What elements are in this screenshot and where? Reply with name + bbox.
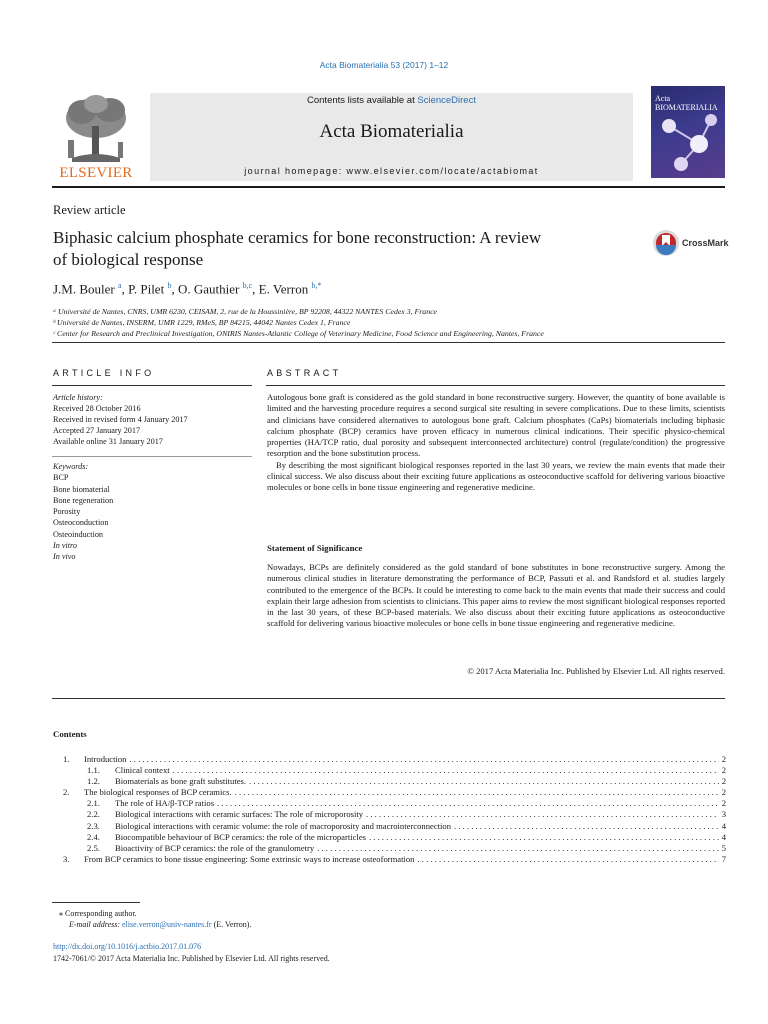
abstract-text <box>267 392 725 494</box>
article-title-line-1: Biphasic calcium phosphate ceramics for bone reconstruction: A review <box>53 228 542 247</box>
toc-entry-number: 1. <box>63 754 70 764</box>
toc-entry-title: Biological interactions with ceramic surfaces: The role of microporosity <box>115 809 364 820</box>
history-item: Accepted 27 January 2017 <box>53 426 141 435</box>
keyword: Porosity <box>53 507 81 517</box>
toc-entry-page: 2 <box>721 798 726 809</box>
toc-entry-number: 1.2. <box>87 776 100 787</box>
toc-entry-number: 2.1. <box>87 798 100 809</box>
article-title <box>53 227 643 271</box>
toc-entry-title: The biological responses of BCP ceramics. <box>84 787 232 798</box>
keywords-list <box>53 461 253 563</box>
toc-entry-page: 2 <box>721 765 726 776</box>
footnote-rule <box>52 902 140 903</box>
contents-available-line <box>150 95 633 106</box>
author-name[interactable]: J.M. Bouler <box>53 281 115 297</box>
crossmark-label: CrossMark <box>682 238 729 248</box>
abstract-paragraph: By describing the most significant biological responses reported in the last 30 years, we review the main events that made their clinical success. We also discuss about their exciting future applications as osteoconductive scaffold for delivering various bioactive molecules or bone cells in bone tissue engineering and regenerative medicine. <box>267 459 725 493</box>
author-affiliation-mark[interactable]: a <box>118 281 122 290</box>
sciencedirect-link[interactable]: ScienceDirect <box>417 95 476 106</box>
author-list: J.M. Bouler $^a$, P. Pilet $^b$, O. Gauthier $^{b,c}$, E. Verron $^{b,*}$ <box>53 281 322 297</box>
significance-heading: Statement of Significance <box>267 543 363 553</box>
section-rule <box>52 342 725 343</box>
author-name[interactable]: O. Gauthier <box>177 281 240 297</box>
toc-entry-page: 7 <box>721 853 726 864</box>
toc-leader-dots <box>129 754 718 764</box>
keyword: BCP <box>53 473 69 483</box>
toc-entry-title: Clinical context <box>115 765 170 776</box>
contents-prefix: Contents lists available at <box>307 95 418 106</box>
significance-text: Nowadays, BCPs are definitely considered as the gold standard of bone substitutes in bone reconstructive surgery. Among the numerous clinical studies in literature demonstrating the performance of BCP, Passuti et al. and Randsford et al. studies largely contributed to the emergence of the BCPs. It could be interesting to come back to the main events that made their success and could explain their large adhesion from scientists to clinicians. This paper aims to review the most significant biological responses reported in the last 30 years, of these BCP-based materials. We also discuss about their exciting future applications as osteoconductive scaffold for delivering various bioactive molecules or bone cells in bone tissue engineering and regenerative medicine. <box>267 562 725 629</box>
abstract-heading: ABSTRACT <box>267 368 342 378</box>
corresponding-label: Corresponding author. <box>65 909 137 918</box>
toc-entry-title: Biomaterials as bone graft substitutes. <box>115 776 247 787</box>
toc-entry-page: 5 <box>721 842 726 853</box>
crossmark-icon <box>652 229 680 257</box>
author-affiliation-mark[interactable]: b,* <box>311 281 322 290</box>
abstract-paragraph: Autologous bone graft is considered as the gold standard in bone reconstructive surgery. However, the quantity of bone available is limited and the harvesting procedure requires a second surgical site resulting in severe complications. Due to these limits, scientists and clinicians have considered alternatives to autologous bone graft. Calcium phosphates (CaPs) biomaterials including biphasic calcium phosphate (BCP) ceramics have proven efficacy in numerous clinical indications. Their specific physico-chemical properties (HA/TCP ratio, dual porosity and subsequent interconnected architecture) control (regulate/condition) the progressive resorption and the bone substitution process. <box>267 392 725 459</box>
toc-leader-dots <box>454 821 719 831</box>
email-link[interactable]: elise.verron@univ-nantes.fr <box>122 920 212 929</box>
email-label: E-mail address: <box>69 920 123 929</box>
affiliation-c: ᶜ Center for Research and Preclinical Investigation, ONIRIS Nantes-Atlantic College of Veterinary Medicine, Food Science and Engineering, Nantes, France <box>53 329 544 338</box>
history-item: Received 28 October 2016 <box>53 404 141 413</box>
history-item: Received in revised form 4 January 2017 <box>53 415 188 424</box>
header-rule <box>52 186 725 188</box>
doi-link[interactable]: http://dx.doi.org/10.1016/j.actbio.2017.01.076 <box>53 942 202 951</box>
toc-entry-page: 2 <box>721 776 726 787</box>
toc-entry-number: 2. <box>63 787 70 798</box>
toc-entry-number: 1.1. <box>87 765 100 776</box>
toc-entry-number: 3. <box>63 853 70 864</box>
toc-entry-number: 2.4. <box>87 831 100 842</box>
cover-title: Acta BIOMATERIALIA <box>655 94 718 112</box>
keyword: Bone biomaterial <box>53 484 110 494</box>
journal-citation[interactable]: Acta Biomaterialia 53 (2017) 1–12 <box>319 60 449 70</box>
toc-leader-dots <box>417 854 718 864</box>
history-item: Available online 31 January 2017 <box>53 437 163 446</box>
issn-copyright: 1742-7061/© 2017 Acta Materialia Inc. Published by Elsevier Ltd. All rights reserved. <box>53 954 330 963</box>
author-affiliation-mark[interactable]: b <box>167 281 172 290</box>
toc-entry[interactable] <box>53 787 726 798</box>
publisher-name: ELSEVIER <box>59 165 133 181</box>
tree-icon <box>52 92 140 164</box>
toc-entry-title: The role of HA/β-TCP ratios <box>115 798 215 809</box>
contents-heading: Contents <box>53 729 87 739</box>
article-info-rule <box>52 385 252 386</box>
author-name[interactable]: P. Pilet <box>128 281 165 297</box>
keyword: In vivo <box>53 552 76 562</box>
toc-leader-dots <box>249 776 719 786</box>
toc-leader-dots <box>235 787 719 797</box>
toc-entry[interactable] <box>53 809 726 820</box>
article-type: Review article <box>53 203 126 217</box>
toc-entry[interactable] <box>53 754 726 765</box>
toc-entry[interactable] <box>53 854 726 865</box>
author-affiliation-mark[interactable]: b,c <box>242 281 253 290</box>
affiliation-b: ᵇ Université de Nantes, INSERM, UMR 1229, RMeS, BP 84215, 44042 Nantes Cedex 1, France <box>53 318 351 327</box>
toc-entry-title: From BCP ceramics to bone tissue engineering: Some extrinsic ways to increase osteoformation <box>84 853 415 864</box>
journal-title: Acta Biomaterialia <box>319 121 464 142</box>
toc-entry[interactable] <box>53 776 726 787</box>
toc-entry-title: Bioactivity of BCP ceramics: the role of the granulometry <box>115 842 315 853</box>
toc-entry-number: 2.5. <box>87 842 100 853</box>
toc-entry[interactable] <box>53 832 726 843</box>
table-of-contents <box>53 754 726 865</box>
article-title-line-2: of biological response <box>53 250 204 269</box>
toc-entry[interactable] <box>53 821 726 832</box>
toc-entry-page: 2 <box>721 787 726 798</box>
toc-entry-page: 3 <box>721 809 726 820</box>
crossmark-button[interactable] <box>652 229 729 259</box>
toc-entry-title: Introduction <box>84 754 127 764</box>
affiliation-a: ᵃ Université de Nantes, CNRS, UMR 6230, CEISAM, 2, rue de la Houssinière, BP 92208, 44322 NANTES Cedex 3, France <box>53 307 438 316</box>
author-name[interactable]: E. Verron <box>258 281 309 297</box>
elsevier-logo[interactable] <box>52 92 140 184</box>
toc-entry-page: 4 <box>721 831 726 842</box>
abstract-copyright: © 2017 Acta Materialia Inc. Published by Elsevier Ltd. All rights reserved. <box>467 666 725 676</box>
abstract-rule <box>266 385 725 386</box>
toc-leader-dots <box>369 832 719 842</box>
corresponding-author-footnote <box>53 908 251 930</box>
keyword: In vitro <box>53 541 78 551</box>
toc-entry-page: 4 <box>721 820 726 831</box>
email-suffix: (E. Verron). <box>211 920 252 929</box>
toc-leader-dots <box>217 798 719 808</box>
toc-entry[interactable] <box>53 765 726 776</box>
keyword: Bone regeneration <box>53 495 114 505</box>
toc-leader-dots <box>317 843 719 853</box>
toc-entry-title: Biological interactions with ceramic volume: the role of macroporosity and macrointerconnection <box>115 820 451 831</box>
keywords-rule <box>52 456 252 457</box>
history-label: Article history: <box>53 393 103 402</box>
article-history <box>53 392 253 447</box>
toc-leader-dots <box>366 809 719 819</box>
toc-entry-title: Biocompatible behaviour of BCP ceramics: the role of the microparticles <box>115 831 366 842</box>
toc-entry[interactable] <box>53 843 726 854</box>
keywords-label: Keywords: <box>53 462 89 471</box>
toc-leader-dots <box>173 765 719 775</box>
abstract-bottom-rule <box>52 698 725 699</box>
toc-entry-number: 2.2. <box>87 809 100 820</box>
keyword: Osteoinduction <box>53 529 104 539</box>
journal-cover-image[interactable] <box>651 86 725 178</box>
journal-homepage-link[interactable]: journal homepage: www.elsevier.com/locate/actabiomat <box>244 166 539 176</box>
keyword: Osteoconduction <box>53 518 109 528</box>
toc-entry-page: 2 <box>721 754 726 764</box>
article-info-heading: ARTICLE INFO <box>53 368 155 378</box>
toc-entry-number: 2.3. <box>87 820 100 831</box>
toc-entry[interactable] <box>53 798 726 809</box>
asterisk-icon: ⁎ <box>59 909 63 918</box>
